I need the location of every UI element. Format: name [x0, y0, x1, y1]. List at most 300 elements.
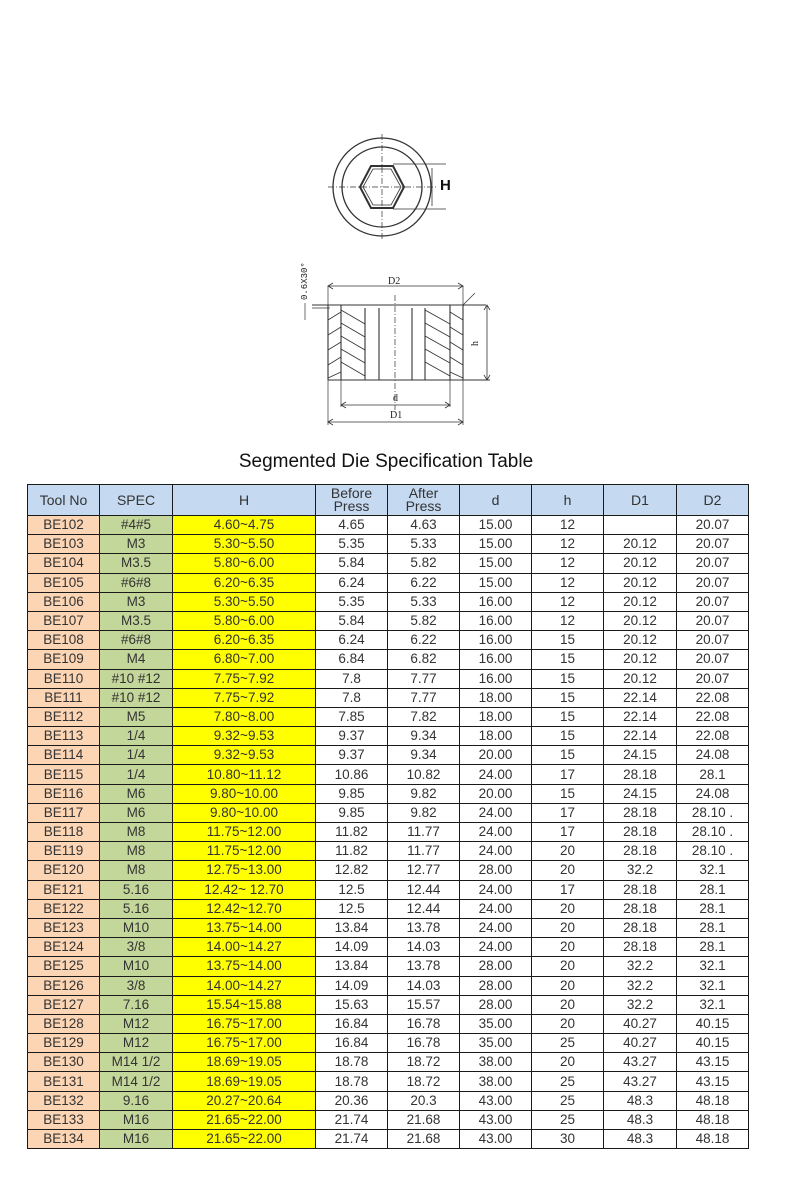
cell-after-press: 16.78	[388, 1014, 460, 1033]
cell-D1: 22.14	[604, 707, 677, 726]
header-D2: D2	[677, 485, 749, 516]
cell-D2: 28.1	[677, 899, 749, 918]
cell-D1: 32.2	[604, 957, 677, 976]
cell-D1: 20.12	[604, 650, 677, 669]
cell-d: 16.00	[460, 669, 532, 688]
cell-h: 17	[532, 803, 604, 822]
cell-d: 43.00	[460, 1091, 532, 1110]
cell-before-press: 6.24	[316, 631, 388, 650]
cell-spec: M4	[100, 650, 173, 669]
cell-H: 5.80~6.00	[173, 611, 316, 630]
cell-after-press: 13.78	[388, 918, 460, 937]
cell-h: 30	[532, 1130, 604, 1149]
cell-D1: 43.27	[604, 1072, 677, 1091]
header-before-press	[316, 485, 388, 516]
cell-D2: 20.07	[677, 535, 749, 554]
header-D1: D1	[604, 485, 677, 516]
cell-D1: 28.18	[604, 803, 677, 822]
cell-tool-no: BE121	[28, 880, 100, 899]
cell-after-press: 10.82	[388, 765, 460, 784]
cell-before-press: 9.37	[316, 746, 388, 765]
cell-H: 18.69~19.05	[173, 1053, 316, 1072]
table-row	[28, 1130, 749, 1149]
cell-h: 15	[532, 650, 604, 669]
cell-before-press: 18.78	[316, 1053, 388, 1072]
cell-before-press: 16.84	[316, 1014, 388, 1033]
cell-H: 5.80~6.00	[173, 554, 316, 573]
cell-D2: 28.1	[677, 938, 749, 957]
table-row	[28, 1072, 749, 1091]
cell-d: 24.00	[460, 880, 532, 899]
cell-D2: 20.07	[677, 573, 749, 592]
table-row	[28, 995, 749, 1014]
header-d: d	[460, 485, 532, 516]
table-row	[28, 611, 749, 630]
cell-D2: 20.07	[677, 611, 749, 630]
cell-tool-no: BE126	[28, 976, 100, 995]
cell-spec: M8	[100, 861, 173, 880]
header-after-press	[388, 485, 460, 516]
cell-tool-no: BE134	[28, 1130, 100, 1149]
cell-h: 15	[532, 707, 604, 726]
cell-after-press: 4.63	[388, 516, 460, 535]
cell-D1: 48.3	[604, 1091, 677, 1110]
table-row	[28, 803, 749, 822]
cell-after-press: 9.34	[388, 727, 460, 746]
cell-before-press: 10.86	[316, 765, 388, 784]
cell-H: 9.32~9.53	[173, 727, 316, 746]
cell-D2: 40.15	[677, 1014, 749, 1033]
table-row	[28, 535, 749, 554]
cell-h: 12	[532, 573, 604, 592]
table-row	[28, 784, 749, 803]
cell-before-press: 12.5	[316, 880, 388, 899]
header-before-line2: Press	[333, 498, 370, 514]
cell-h: 12	[532, 535, 604, 554]
cell-h: 20	[532, 842, 604, 861]
cell-d: 38.00	[460, 1053, 532, 1072]
cell-before-press: 9.85	[316, 784, 388, 803]
table-row	[28, 1053, 749, 1072]
cell-tool-no: BE115	[28, 765, 100, 784]
cell-after-press: 15.57	[388, 995, 460, 1014]
header-tool-no: Tool No	[28, 485, 100, 516]
label-chamfer: 0.6X30°	[300, 262, 310, 300]
cell-d: 35.00	[460, 1034, 532, 1053]
cell-before-press: 21.74	[316, 1130, 388, 1149]
cell-D1: 28.18	[604, 880, 677, 899]
cell-D1: 28.18	[604, 899, 677, 918]
table-row	[28, 842, 749, 861]
cell-H: 4.60~4.75	[173, 516, 316, 535]
cell-d: 38.00	[460, 1072, 532, 1091]
cell-spec: M6	[100, 784, 173, 803]
cell-D2: 32.1	[677, 861, 749, 880]
cell-d: 15.00	[460, 554, 532, 573]
cell-before-press: 9.85	[316, 803, 388, 822]
cell-spec: 3/8	[100, 976, 173, 995]
cell-d: 24.00	[460, 765, 532, 784]
cell-h: 20	[532, 995, 604, 1014]
cell-spec: M3	[100, 535, 173, 554]
cell-spec: M8	[100, 842, 173, 861]
cell-after-press: 18.72	[388, 1053, 460, 1072]
cell-D2: 22.08	[677, 707, 749, 726]
cell-tool-no: BE130	[28, 1053, 100, 1072]
table-row	[28, 573, 749, 592]
table-row	[28, 880, 749, 899]
cell-spec: M3.5	[100, 554, 173, 573]
table-row	[28, 765, 749, 784]
cell-spec: 7.16	[100, 995, 173, 1014]
cell-d: 24.00	[460, 842, 532, 861]
cell-after-press: 7.77	[388, 669, 460, 688]
cell-D2: 20.07	[677, 554, 749, 573]
cell-D1: 24.15	[604, 746, 677, 765]
cell-before-press: 5.35	[316, 592, 388, 611]
cell-tool-no: BE116	[28, 784, 100, 803]
cell-spec: M16	[100, 1130, 173, 1149]
header-row	[28, 485, 749, 516]
cell-before-press: 15.63	[316, 995, 388, 1014]
cell-H: 15.54~15.88	[173, 995, 316, 1014]
cell-D1: 28.18	[604, 842, 677, 861]
cell-h: 25	[532, 1034, 604, 1053]
cell-h: 17	[532, 880, 604, 899]
cell-D1: 20.12	[604, 535, 677, 554]
cell-tool-no: BE125	[28, 957, 100, 976]
cell-D2: 28.1	[677, 880, 749, 899]
cell-d: 18.00	[460, 688, 532, 707]
cell-D1: 40.27	[604, 1034, 677, 1053]
cell-after-press: 20.3	[388, 1091, 460, 1110]
top-view	[328, 134, 446, 240]
cell-D2: 48.18	[677, 1110, 749, 1129]
cell-H: 12.42~ 12.70	[173, 880, 316, 899]
cell-D2: 22.08	[677, 727, 749, 746]
cell-D1: 32.2	[604, 861, 677, 880]
cell-H: 7.75~7.92	[173, 688, 316, 707]
cell-spec: 5.16	[100, 880, 173, 899]
cell-after-press: 21.68	[388, 1110, 460, 1129]
cell-D1: 32.2	[604, 976, 677, 995]
cell-H: 13.75~14.00	[173, 918, 316, 937]
cell-H: 6.80~7.00	[173, 650, 316, 669]
cell-h: 15	[532, 784, 604, 803]
cell-tool-no: BE128	[28, 1014, 100, 1033]
cell-tool-no: BE103	[28, 535, 100, 554]
cell-D1: 22.14	[604, 688, 677, 707]
cell-after-press: 7.82	[388, 707, 460, 726]
table-row	[28, 688, 749, 707]
cell-D2: 32.1	[677, 957, 749, 976]
cell-d: 24.00	[460, 938, 532, 957]
cell-spec: #6#8	[100, 631, 173, 650]
cell-after-press: 6.22	[388, 631, 460, 650]
cell-D1: 24.15	[604, 784, 677, 803]
table-row	[28, 918, 749, 937]
cell-D1: 20.12	[604, 554, 677, 573]
cell-D1	[604, 516, 677, 535]
cell-tool-no: BE123	[28, 918, 100, 937]
table-row	[28, 1014, 749, 1033]
cell-d: 35.00	[460, 1014, 532, 1033]
cell-d: 15.00	[460, 573, 532, 592]
cell-D2: 32.1	[677, 976, 749, 995]
cell-before-press: 5.84	[316, 554, 388, 573]
header-after-line1: After	[408, 485, 439, 501]
cell-tool-no: BE127	[28, 995, 100, 1014]
cell-d: 16.00	[460, 631, 532, 650]
cell-H: 5.30~5.50	[173, 535, 316, 554]
cell-spec: 1/4	[100, 765, 173, 784]
table-row	[28, 861, 749, 880]
cell-D2: 28.10 .	[677, 823, 749, 842]
header-after-line2: Press	[405, 498, 442, 514]
cell-D1: 22.14	[604, 727, 677, 746]
cell-spec: M8	[100, 823, 173, 842]
table-row	[28, 650, 749, 669]
cell-D2: 20.07	[677, 631, 749, 650]
cell-h: 12	[532, 516, 604, 535]
cell-d: 28.00	[460, 995, 532, 1014]
cell-H: 12.75~13.00	[173, 861, 316, 880]
cell-tool-no: BE118	[28, 823, 100, 842]
cell-before-press: 14.09	[316, 938, 388, 957]
cell-H: 16.75~17.00	[173, 1034, 316, 1053]
cell-h: 15	[532, 727, 604, 746]
cell-spec: M3.5	[100, 611, 173, 630]
cell-spec: 1/4	[100, 727, 173, 746]
header-spec: SPEC	[100, 485, 173, 516]
cell-spec: M12	[100, 1034, 173, 1053]
cell-D2: 43.15	[677, 1053, 749, 1072]
cell-tool-no: BE104	[28, 554, 100, 573]
cell-before-press: 6.84	[316, 650, 388, 669]
cell-after-press: 21.68	[388, 1130, 460, 1149]
cell-D2: 20.07	[677, 516, 749, 535]
cell-spec: M14 1/2	[100, 1053, 173, 1072]
cell-tool-no: BE132	[28, 1091, 100, 1110]
cell-d: 24.00	[460, 899, 532, 918]
cell-spec: #4#5	[100, 516, 173, 535]
cell-spec: M3	[100, 592, 173, 611]
cell-spec: M5	[100, 707, 173, 726]
cell-before-press: 21.74	[316, 1110, 388, 1129]
cell-D2: 28.10 .	[677, 842, 749, 861]
cell-H: 13.75~14.00	[173, 957, 316, 976]
cell-tool-no: BE106	[28, 592, 100, 611]
header-before-line1: Before	[330, 485, 373, 501]
cell-spec: M16	[100, 1110, 173, 1129]
cell-after-press: 14.03	[388, 976, 460, 995]
cell-spec: M10	[100, 957, 173, 976]
cell-d: 16.00	[460, 592, 532, 611]
cell-h: 15	[532, 669, 604, 688]
cell-D1: 32.2	[604, 995, 677, 1014]
cell-h: 12	[532, 592, 604, 611]
cell-d: 15.00	[460, 535, 532, 554]
cell-h: 25	[532, 1110, 604, 1129]
cell-D2: 48.18	[677, 1130, 749, 1149]
cell-after-press: 12.44	[388, 880, 460, 899]
cell-D2: 32.1	[677, 995, 749, 1014]
cell-before-press: 18.78	[316, 1072, 388, 1091]
cell-H: 9.32~9.53	[173, 746, 316, 765]
cell-after-press: 11.77	[388, 823, 460, 842]
cell-after-press: 14.03	[388, 938, 460, 957]
cell-after-press: 9.34	[388, 746, 460, 765]
cell-before-press: 5.84	[316, 611, 388, 630]
cell-h: 25	[532, 1072, 604, 1091]
cell-D2: 40.15	[677, 1034, 749, 1053]
cell-D2: 43.15	[677, 1072, 749, 1091]
cell-H: 9.80~10.00	[173, 784, 316, 803]
cell-after-press: 9.82	[388, 784, 460, 803]
cell-H: 7.80~8.00	[173, 707, 316, 726]
cell-D1: 20.12	[604, 611, 677, 630]
cell-h: 20	[532, 1053, 604, 1072]
cell-spec: 5.16	[100, 899, 173, 918]
cell-before-press: 14.09	[316, 976, 388, 995]
cell-tool-no: BE112	[28, 707, 100, 726]
cell-d: 20.00	[460, 784, 532, 803]
cell-D1: 43.27	[604, 1053, 677, 1072]
cell-after-press: 13.78	[388, 957, 460, 976]
cell-h: 25	[532, 1091, 604, 1110]
cell-d: 28.00	[460, 957, 532, 976]
cell-after-press: 5.33	[388, 535, 460, 554]
cell-h: 12	[532, 554, 604, 573]
cell-spec: M12	[100, 1014, 173, 1033]
cell-D1: 20.12	[604, 592, 677, 611]
cell-d: 16.00	[460, 650, 532, 669]
cell-before-press: 7.8	[316, 688, 388, 707]
cell-before-press: 6.24	[316, 573, 388, 592]
cell-H: 12.42~12.70	[173, 899, 316, 918]
cell-spec: #10 #12	[100, 669, 173, 688]
cell-d: 18.00	[460, 707, 532, 726]
cell-D2: 28.1	[677, 918, 749, 937]
cell-tool-no: BE122	[28, 899, 100, 918]
cell-d: 24.00	[460, 918, 532, 937]
table-body	[28, 516, 749, 1149]
die-technical-drawing	[280, 120, 500, 430]
cell-after-press: 11.77	[388, 842, 460, 861]
table-row	[28, 516, 749, 535]
cell-after-press: 18.72	[388, 1072, 460, 1091]
cell-D2: 48.18	[677, 1091, 749, 1110]
cell-H: 11.75~12.00	[173, 842, 316, 861]
cell-d: 18.00	[460, 727, 532, 746]
cell-tool-no: BE120	[28, 861, 100, 880]
cell-tool-no: BE114	[28, 746, 100, 765]
cell-D1: 20.12	[604, 669, 677, 688]
cell-h: 20	[532, 1014, 604, 1033]
cell-before-press: 13.84	[316, 957, 388, 976]
cell-d: 28.00	[460, 861, 532, 880]
cell-d: 28.00	[460, 976, 532, 995]
cell-H: 20.27~20.64	[173, 1091, 316, 1110]
cell-spec: M6	[100, 803, 173, 822]
cell-h: 20	[532, 861, 604, 880]
cell-spec: #10 #12	[100, 688, 173, 707]
table-row	[28, 957, 749, 976]
cell-tool-no: BE113	[28, 727, 100, 746]
cell-d: 15.00	[460, 516, 532, 535]
cell-before-press: 5.35	[316, 535, 388, 554]
cell-spec: 9.16	[100, 1091, 173, 1110]
cell-D1: 28.18	[604, 823, 677, 842]
cell-D1: 20.12	[604, 573, 677, 592]
table-row	[28, 669, 749, 688]
cell-D2: 20.07	[677, 669, 749, 688]
cell-H: 11.75~12.00	[173, 823, 316, 842]
cell-after-press: 12.44	[388, 899, 460, 918]
cell-h: 20	[532, 938, 604, 957]
cell-h: 12	[532, 611, 604, 630]
cell-H: 14.00~14.27	[173, 976, 316, 995]
cell-before-press: 16.84	[316, 1034, 388, 1053]
cell-H: 6.20~6.35	[173, 573, 316, 592]
cell-tool-no: BE107	[28, 611, 100, 630]
label-d: d	[393, 393, 398, 404]
table-row	[28, 727, 749, 746]
spec-table	[27, 484, 749, 1149]
table-title: Segmented Die Specification Table	[238, 451, 534, 472]
cell-before-press: 7.8	[316, 669, 388, 688]
cell-H: 21.65~22.00	[173, 1130, 316, 1149]
cell-H: 5.30~5.50	[173, 592, 316, 611]
cell-before-press: 12.5	[316, 899, 388, 918]
cell-D2: 24.08	[677, 746, 749, 765]
cell-h: 17	[532, 823, 604, 842]
cell-D2: 24.08	[677, 784, 749, 803]
table-row	[28, 631, 749, 650]
cell-h: 20	[532, 899, 604, 918]
cell-spec: 1/4	[100, 746, 173, 765]
cell-H: 16.75~17.00	[173, 1014, 316, 1033]
table-row	[28, 899, 749, 918]
cell-after-press: 6.22	[388, 573, 460, 592]
label-h: h	[470, 341, 481, 346]
table-row	[28, 976, 749, 995]
table-row	[28, 1110, 749, 1129]
cell-tool-no: BE131	[28, 1072, 100, 1091]
table-row	[28, 554, 749, 573]
cell-d: 43.00	[460, 1130, 532, 1149]
label-D1: D1	[390, 410, 403, 421]
cell-h: 15	[532, 746, 604, 765]
table-row	[28, 592, 749, 611]
table-row	[28, 823, 749, 842]
cell-h: 15	[532, 631, 604, 650]
cell-D2: 22.08	[677, 688, 749, 707]
cell-H: 14.00~14.27	[173, 938, 316, 957]
cell-before-press: 4.65	[316, 516, 388, 535]
cell-before-press: 11.82	[316, 842, 388, 861]
label-H: H	[440, 177, 451, 194]
cell-tool-no: BE111	[28, 688, 100, 707]
cell-D2: 20.07	[677, 650, 749, 669]
cell-tool-no: BE105	[28, 573, 100, 592]
cell-H: 6.20~6.35	[173, 631, 316, 650]
cell-H: 9.80~10.00	[173, 803, 316, 822]
cell-H: 7.75~7.92	[173, 669, 316, 688]
cell-d: 43.00	[460, 1110, 532, 1129]
cell-before-press: 13.84	[316, 918, 388, 937]
cell-D1: 40.27	[604, 1014, 677, 1033]
